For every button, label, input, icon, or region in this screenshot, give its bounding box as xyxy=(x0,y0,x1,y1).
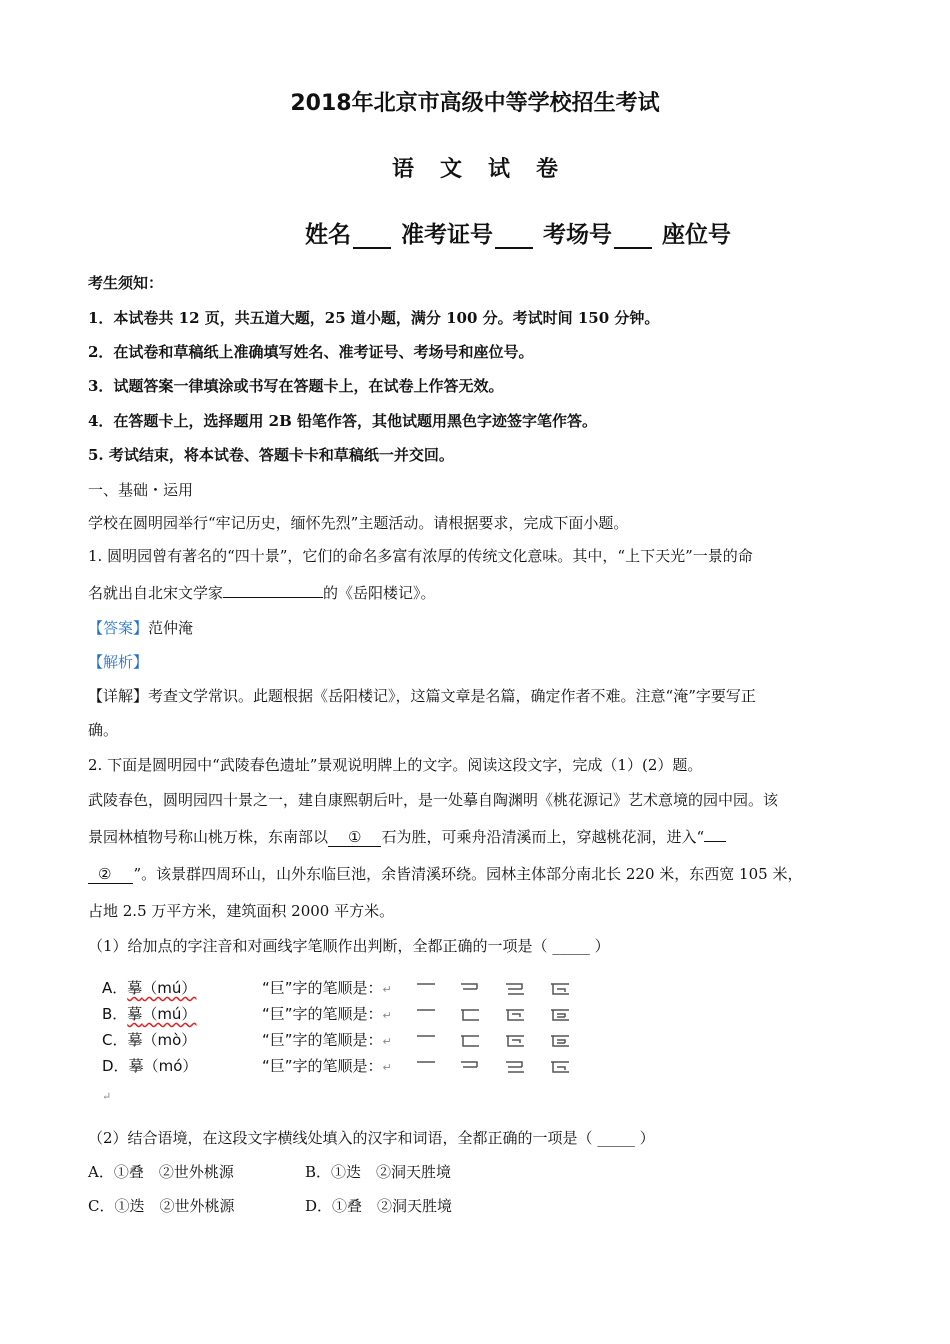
option-label: B． xyxy=(102,1005,128,1023)
option-char: 摹 xyxy=(127,1005,143,1023)
stroke-step-icon xyxy=(459,980,481,998)
detail-line1 xyxy=(88,685,756,706)
option-d[interactable] xyxy=(102,1055,197,1076)
passage-part: ”。该景群四周环山，山外东临巨池，余皆清溪环绕。园林主体部分南北长 220 米，东西宽 105 米， xyxy=(133,865,803,883)
option-char: 摹 xyxy=(128,1057,144,1075)
blank-2[interactable]: ② xyxy=(88,865,133,884)
option-pinyin: （mó） xyxy=(143,1057,198,1075)
blank-1[interactable]: ① xyxy=(328,828,381,847)
exam-subtitle: 语文试卷 xyxy=(391,157,584,182)
option-a[interactable] xyxy=(102,977,196,998)
notice-heading: 考生须知： xyxy=(88,274,164,292)
q1-answer-blank[interactable] xyxy=(223,582,323,598)
stroke-step-icon xyxy=(415,980,437,998)
q2-stem: 2. 下面是圆明园中“武陵春色遗址”景观说明牌上的文字。阅读这段文字，完成（1）(2）题。 xyxy=(88,756,703,774)
stroke-step-icon xyxy=(504,1006,526,1024)
detail-text: 考查文学常识。此题根据《岳阳楼记》，这篇文章是名篇，确定作者不难。注意“淹”字要写正 xyxy=(148,687,756,705)
return-mark-icon: ↵ xyxy=(382,1061,392,1074)
q2-passage-line1: 武陵春色，圆明园四十景之一，建自康熙朝后叶，是一处摹自陶渊明《桃花源记》艺术意境的园中园。该 xyxy=(88,791,779,809)
answer-text: 范仲淹 xyxy=(148,619,194,637)
q2-sub2: （2）结合语境，在这段文字横线处填入的汉字和词语，全都正确的一项是（ _____ ） xyxy=(88,1129,655,1147)
detail-line2: 确。 xyxy=(88,721,119,739)
option2-d[interactable]: D．①叠 ②洞天胜境 xyxy=(305,1197,453,1215)
option-b[interactable] xyxy=(102,1003,196,1024)
analysis-tag: 【解析】 xyxy=(88,653,149,671)
return-mark-icon: ↵ xyxy=(102,1090,112,1103)
option-label: C． xyxy=(102,1031,128,1049)
passage-part: 景园林植物号称山桃万株，东南部以 xyxy=(88,828,329,846)
option-char: 摹 xyxy=(127,1031,143,1049)
q2-passage-line4: 占地 2.5 万平方米，建筑面积 2000 平方米。 xyxy=(88,902,395,920)
option2-c[interactable]: C．①迭 ②世外桃源 xyxy=(88,1197,235,1215)
option-c[interactable] xyxy=(102,1029,196,1050)
return-mark-icon: ↵ xyxy=(382,1009,392,1022)
option-d-stroke xyxy=(262,1055,571,1076)
stroke-label: “巨”字的笔顺是： xyxy=(262,979,383,997)
field-exam-id-blank[interactable] xyxy=(495,225,533,249)
notice-item: 5. 考试结束，将本试卷、答题卡卡和草稿纸一并交回。 xyxy=(88,446,454,464)
stroke-step-icon xyxy=(504,1032,526,1050)
candidate-fields xyxy=(305,216,731,249)
q1-stem-part-b: 的《岳阳楼记》。 xyxy=(323,584,436,602)
notice-item: 2．在试卷和草稿纸上准确填写姓名、准考证号、考场号和座位号。 xyxy=(88,343,534,361)
option-b-stroke xyxy=(262,1003,571,1024)
passage-part: 石为胜，可乘舟沿清溪而上，穿越桃花洞，进入“ xyxy=(381,828,705,846)
option-label: D． xyxy=(102,1057,129,1075)
option2-a[interactable]: A．①叠 ②世外桃源 xyxy=(88,1163,234,1181)
stroke-label: “巨”字的笔顺是： xyxy=(262,1005,383,1023)
stroke-step-icon xyxy=(549,980,571,998)
q1-stem-part-a: 名就出自北宋文学家 xyxy=(88,584,224,602)
stroke-step-icon xyxy=(504,980,526,998)
section-intro: 学校在圆明园举行“牢记历史，缅怀先烈”主题活动。请根据要求，完成下面小题。 xyxy=(88,514,629,532)
field-room: 考场号 xyxy=(543,222,613,248)
notice-item: 1．本试卷共 12 页，共五道大题，25 道小题，满分 100 分。考试时间 150 分钟。 xyxy=(88,309,660,327)
q2-sub1: （1）给加点的字注音和对画线字笔顺作出判断，全都正确的一项是（ _____ ） xyxy=(88,937,610,955)
field-name-blank[interactable] xyxy=(353,225,391,249)
field-exam-id: 准考证号 xyxy=(401,222,494,248)
return-mark-icon: ↵ xyxy=(382,983,392,996)
q1-stem-line2 xyxy=(88,582,436,603)
option-pinyin: （mú） xyxy=(142,979,197,997)
option-label: A． xyxy=(102,979,128,997)
q2-passage-line2 xyxy=(88,826,726,847)
field-name: 姓名 xyxy=(305,222,351,248)
stroke-label: “巨”字的笔顺是： xyxy=(262,1031,383,1049)
stroke-step-icon xyxy=(549,1006,571,1024)
q1-answer xyxy=(88,617,193,638)
field-seat: 座位号 xyxy=(662,222,732,248)
option2-b[interactable]: B．①迭 ②洞天胜境 xyxy=(305,1163,452,1181)
stroke-step-icon xyxy=(549,1032,571,1050)
detail-tag: 【详解】 xyxy=(88,687,149,705)
blank-2-start[interactable] xyxy=(704,826,726,842)
stroke-step-icon xyxy=(415,1006,437,1024)
stroke-step-icon xyxy=(459,1032,481,1050)
field-room-blank[interactable] xyxy=(614,225,652,249)
option-a-stroke xyxy=(262,977,571,998)
return-mark-icon: ↵ xyxy=(382,1035,392,1048)
q2-passage-line3 xyxy=(88,863,802,884)
notice-item: 3．试题答案一律填涂或书写在答题卡上，在试卷上作答无效。 xyxy=(88,377,504,395)
option-pinyin: （mò） xyxy=(142,1031,197,1049)
answer-tag: 【答案】 xyxy=(88,619,149,637)
section-heading: 一、基础・运用 xyxy=(88,481,194,499)
option-c-stroke xyxy=(262,1029,571,1050)
notice-item: 4．在答题卡上，选择题用 2B 铅笔作答，其他试题用黑色字迹签字笔作答。 xyxy=(88,412,597,430)
stroke-step-icon xyxy=(459,1058,481,1076)
stroke-step-icon xyxy=(459,1006,481,1024)
exam-title: 2018年北京市高级中等学校招生考试 xyxy=(290,91,660,116)
option-char: 摹 xyxy=(127,979,143,997)
stroke-step-icon xyxy=(415,1032,437,1050)
stroke-step-icon xyxy=(504,1058,526,1076)
option-pinyin: （mú） xyxy=(142,1005,197,1023)
stroke-label: “巨”字的笔顺是： xyxy=(262,1057,383,1075)
q1-stem-line1: 1. 圆明园曾有著名的“四十景”，它们的命名多富有浓厚的传统文化意味。其中，“上下天光”一景的命 xyxy=(88,547,753,565)
stroke-step-icon xyxy=(415,1058,437,1076)
stroke-step-icon xyxy=(549,1058,571,1076)
